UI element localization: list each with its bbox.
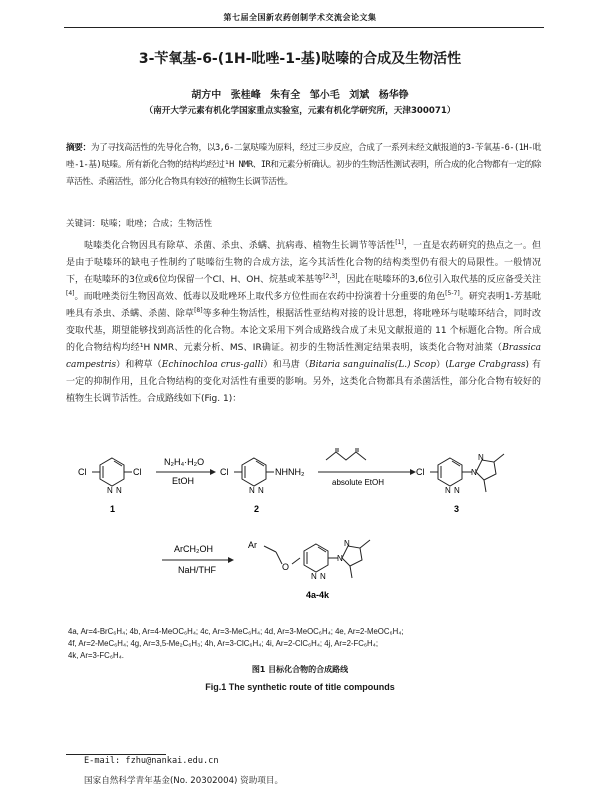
species-name: Echinochloa crus-galli [161, 360, 264, 370]
affiliation: （南开大学元素有机化学国家重点实验室，元素有机化学研究所，天津300071） [144, 106, 456, 116]
compound-4-label: 4a-4k [306, 590, 330, 600]
chlorine-label: Cl [78, 467, 87, 477]
author: 张桂峰 [230, 90, 261, 101]
arrowhead [210, 469, 216, 475]
nitrogen-label: N [471, 468, 477, 477]
body-text: ）和稗草（ [116, 360, 162, 370]
footnote-rule [66, 754, 166, 755]
species-name: Brassica campestris [66, 343, 541, 370]
body-text: ）和马唐（ [263, 360, 310, 370]
chlorine-label: Cl [133, 467, 142, 477]
compound-2-structure [234, 458, 274, 486]
compound-1-structure [92, 458, 132, 486]
arrowhead [228, 557, 234, 563]
nitrogen-label: N [311, 572, 317, 581]
compound-substituent-list [68, 626, 538, 662]
compound-3-label: 3 [454, 504, 460, 514]
author: 刘斌 [349, 90, 370, 101]
abstract [66, 140, 541, 191]
author-list [0, 86, 600, 101]
body-text: ）( [436, 360, 449, 370]
citation: [8] [194, 307, 203, 314]
keywords-label: 关键词： [66, 219, 101, 229]
figure-caption-english: Fig.1 The synthetic route of title compounds [205, 682, 395, 692]
author: 邹小毛 [309, 90, 340, 101]
substituent-line: 4k, Ar=3-FC₆H₄. [68, 651, 124, 660]
oxygen-label: O [282, 562, 290, 572]
abstract-text: 为了寻找高活性的先导化合物，以3,6-二氯哒嗪为原料，经过三步反应，合成了一系列未经文献报道的3-苄氧基-6-(1H-吡唑-1-基)哒嗪。所有新化合物的结构均经过¹H NMR、IR和元素分析确认。初步的生物活性测试表明，所合成的化合物都有一定的除草活性、杀菌活性，部分化合物具有较好的植物生长调节活性。 [66, 143, 541, 187]
citation: [5-7] [445, 290, 460, 297]
body-text: 等多种生物活性，根据活性亚结构对接的设计思想，将吡唑环与哒嗪环结合，同时改变取代基，期望能够找到高活性的化合物。本论文采用下列合成路线合成了未见文献报道的 11 个标题化合物。所合成的化合物结构均经¹H NMR、元素分析、MS、IR确证。初步的生物活性测定结果表明，该类化合物对油菜（ [66, 309, 541, 353]
author-email: E-mail: fzhu@nankai.edu.cn [84, 756, 219, 766]
keywords-text: 哒嗪；吡唑；合成；生物活性 [100, 219, 213, 229]
body-text: 。研究表明1-芳基吡唑具有杀虫、杀螨、杀菌、除草 [66, 292, 541, 319]
intro-paragraph [66, 238, 541, 408]
nitrogen-label: N [478, 453, 484, 462]
nitrogen-label: N [249, 486, 255, 495]
species-name: Bitaria sanguinalis(L.) Scop [309, 360, 437, 370]
citation: [1] [395, 239, 404, 246]
nitrogen-label: N [337, 554, 343, 563]
citation: [2,3] [323, 273, 338, 280]
substituent-line: 4f, Ar=2-MeC₆H₄; 4g, Ar=3,5-Me₂C₆H₃; 4h, Ar=3-ClC₆H₄; 4i, Ar=2-ClC₆H₄; 4j, Ar=2-FC₆H₄; [68, 639, 379, 648]
solvent-absolute-ethanol: absolute EtOH [332, 478, 385, 487]
nitrogen-label: N [258, 486, 264, 495]
body-text: ，一直是农药研究的热点之一。但是由于哒嗪环的缺电子性制约了哒嗪衍生物的合成方法，迄今其活性化合物的结构类型仍有很大的局限性。一般情况下，在哒嗪环的3位或6位均保留一个Cl、H、OH、烷基或苯基等 [66, 241, 541, 285]
author: 胡方中 [191, 90, 222, 101]
nitrogen-label: N [107, 486, 113, 495]
substituent-line: 4a, Ar=4-BrC₆H₄; 4b, Ar=4-MeOC₆H₄; 4c, Ar=3-MeC₆H₄; 4d, Ar=3-MeOC₆H₄; 4e, Ar=2-MeOC₆H₄; [68, 627, 404, 636]
nitrogen-label: N [454, 486, 460, 495]
nitrogen-label: N [344, 539, 350, 548]
chlorine-label: Cl [416, 467, 425, 477]
aryl-label: Ar [248, 540, 257, 550]
compound-3-structure [430, 454, 504, 492]
abstract-label: 摘要： [66, 143, 91, 153]
funding-note: 国家自然科学青年基金(No. 20302004) 资助项目。 [84, 776, 284, 786]
keywords [66, 216, 541, 233]
body-text: ，因此在哒嗪环的3,6位引入取代基的反应备受关注 [337, 275, 541, 285]
running-header: 第七届全国新农药创制学术交流会论文集 [223, 13, 377, 22]
hydrazinyl-label: NHNH₂ [275, 467, 305, 477]
reagent-benzyl-alcohol: ArCH₂OH [174, 544, 213, 554]
nitrogen-label: N [116, 486, 122, 495]
body-text: ) 有一定的抑制作用，且化合物结构的变化对活性有重要的影响。另外，这类化合物都具有杀菌活性，部分化合物有较好的植物生长调节活性。合成路线如下(Fig. 1)： [66, 360, 541, 404]
body-text: 。而吡唑类衍生物因高效、低毒以及吡唑环上取代多方位性而在农药中扮演着十分重要的角色 [74, 292, 446, 302]
nitrogen-label: N [320, 572, 326, 581]
synthesis-scheme [70, 448, 540, 620]
compound-2-label: 2 [254, 504, 260, 514]
body-text: 哒嗪类化合物因具有除草、杀菌、杀虫、杀螨、抗病毒、植物生长调节等活性 [84, 241, 396, 251]
compound-1-label: 1 [110, 504, 116, 514]
reagent-hydrazine: N₂H₄·H₂O [164, 457, 205, 467]
compound-4-structure [264, 540, 370, 578]
header-rule [64, 27, 544, 28]
author: 杨华铮 [378, 90, 409, 101]
nitrogen-label: N [445, 486, 451, 495]
solvent-ethanol: EtOH [172, 476, 195, 486]
author: 朱有全 [270, 90, 301, 101]
citation: [4] [66, 290, 75, 297]
paper-title: 3-苄氧基-6-(1H-吡唑-1-基)哒嗪的合成及生物活性 [138, 51, 462, 67]
figure-caption-chinese: 图1 目标化合物的合成路线 [251, 665, 349, 674]
solvent-nah-thf: NaH/THF [178, 565, 216, 575]
chlorine-label: Cl [220, 467, 229, 477]
acetylacetone-structure [326, 448, 366, 460]
species-name: Large Crabgrass [448, 360, 526, 370]
